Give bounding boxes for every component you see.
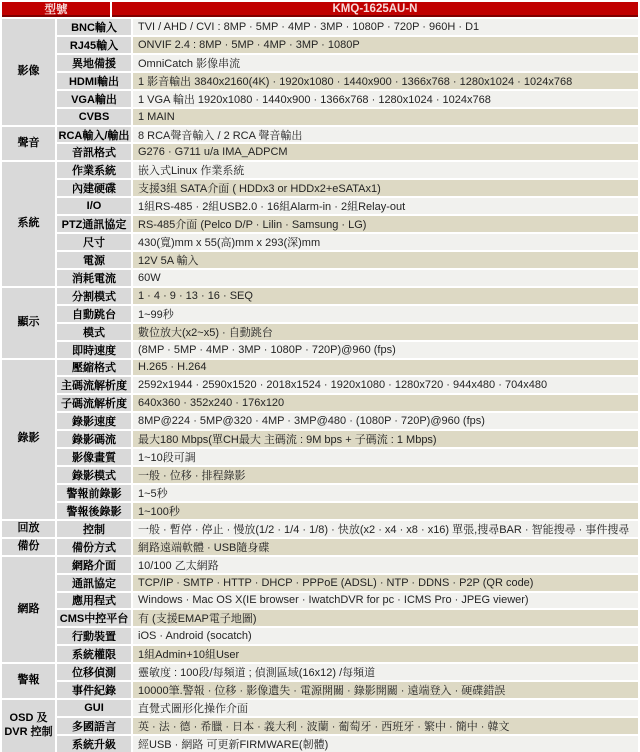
spec-label: VGA輸出 bbox=[57, 91, 131, 107]
spec-value: 支援3組 SATA介面 ( HDDx3 or HDDx2+eSATAx1) bbox=[133, 180, 638, 196]
spec-value: 一般 · 位移 · 排程錄影 bbox=[133, 467, 638, 483]
spec-label: I/O bbox=[57, 198, 131, 214]
spec-value: 1~5秒 bbox=[133, 485, 638, 501]
spec-value: 2592x1944 · 2590x1520 · 2018x1524 · 1920x1080 · 1280x720 · 944x480 · 704x480 bbox=[133, 377, 638, 393]
category-cell: 顯示 bbox=[2, 288, 55, 358]
category-cell: 系統 bbox=[2, 162, 55, 285]
spec-label: 警報後錄影 bbox=[57, 503, 131, 519]
spec-value: 1~100秒 bbox=[133, 503, 638, 519]
spec-label: HDMI輸出 bbox=[57, 73, 131, 89]
spec-label: CMS中控平台 bbox=[57, 610, 131, 626]
spec-value: 數位放大(x2~x5) · 自動跳台 bbox=[133, 324, 638, 340]
spec-value: 430(寬)mm x 55(高)mm x 293(深)mm bbox=[133, 234, 638, 250]
spec-label: 主碼流解析度 bbox=[57, 377, 131, 393]
spec-label: 行動裝置 bbox=[57, 628, 131, 644]
spec-value: RS-485介面 (Pelco D/P · Lilin · Samsung · LG) bbox=[133, 216, 638, 232]
category-cell: 回放 bbox=[2, 521, 55, 537]
category-cell: 影像 bbox=[2, 19, 55, 125]
spec-label: 事件紀錄 bbox=[57, 682, 131, 698]
spec-value: 1 影音輸出 3840x2160(4K) · 1920x1080 · 1440x900 · 1366x768 · 1280x1024 · 1024x768 bbox=[133, 73, 638, 89]
spec-label: 模式 bbox=[57, 324, 131, 340]
spec-label: 子碼流解析度 bbox=[57, 395, 131, 411]
spec-value: 1組RS-485 · 2組USB2.0 · 16組Alarm-in · 2組Relay-out bbox=[133, 198, 638, 214]
spec-label: 通訊協定 bbox=[57, 575, 131, 591]
spec-label: 系統權限 bbox=[57, 646, 131, 662]
spec-label: 影像畫質 bbox=[57, 449, 131, 465]
spec-value: 靈敏度 : 100段/每頻道 ; 偵測區域(16x12) /每頻道 bbox=[133, 664, 638, 680]
spec-value: 1 · 4 · 9 · 13 · 16 · SEQ bbox=[133, 288, 638, 304]
spec-value: H.265 · H.264 bbox=[133, 360, 638, 376]
spec-value: 1~99秒 bbox=[133, 306, 638, 322]
spec-label: 應用程式 bbox=[57, 593, 131, 609]
spec-label: 音訊格式 bbox=[57, 144, 131, 160]
spec-label: 備份方式 bbox=[57, 539, 131, 555]
spec-value: 直覺式圖形化操作介面 bbox=[133, 700, 638, 716]
spec-label: 電源 bbox=[57, 252, 131, 268]
table-header bbox=[2, 2, 638, 17]
spec-value: 10000筆.警報 · 位移 · 影像遺失 · 電源開關 · 錄影開關 · 遠端登入 · 硬碟錯誤 bbox=[133, 682, 638, 698]
spec-label: 即時速度 bbox=[57, 342, 131, 358]
model-value-cell: KMQ-1625AU-N bbox=[112, 2, 638, 17]
spec-value: 一般 · 暫停 · 停止 · 慢放(1/2 · 1/4 · 1/8) · 快放(x2 · x4 · x8 · x16) 單張,搜尋BAR · 智能搜尋 · 事件搜尋 bbox=[133, 521, 638, 537]
spec-label: GUI bbox=[57, 700, 131, 716]
spec-value: 1~10段可調 bbox=[133, 449, 638, 465]
spec-value: 1組Admin+10組User bbox=[133, 646, 638, 662]
spec-label: 自動跳台 bbox=[57, 306, 131, 322]
spec-value: 10/100 乙太網路 bbox=[133, 557, 638, 573]
spec-value: 640x360 · 352x240 · 176x120 bbox=[133, 395, 638, 411]
spec-label: 多國語言 bbox=[57, 718, 131, 734]
spec-label: 系統升級 bbox=[57, 736, 131, 752]
spec-value: OmniCatch 影像串流 bbox=[133, 55, 638, 71]
spec-label: 作業系統 bbox=[57, 162, 131, 178]
spec-value: 60W bbox=[133, 270, 638, 286]
spec-label: 錄影速度 bbox=[57, 413, 131, 429]
spec-value: 網路遠端軟體 · USB隨身碟 bbox=[133, 539, 638, 555]
spec-value: 1 VGA 輸出 1920x1080 · 1440x900 · 1366x768 · 1280x1024 · 1024x768 bbox=[133, 91, 638, 107]
category-cell: 錄影 bbox=[2, 360, 55, 519]
spec-label: 錄影碼流 bbox=[57, 431, 131, 447]
spec-value: 最大180 Mbps(單CH最大 主碼流 : 9M bps + 子碼流 : 1 Mbps) bbox=[133, 431, 638, 447]
spec-label: 異地備援 bbox=[57, 55, 131, 71]
spec-value: 嵌入式Linux 作業系統 bbox=[133, 162, 638, 178]
spec-label: 尺寸 bbox=[57, 234, 131, 250]
spec-label: 警報前錄影 bbox=[57, 485, 131, 501]
spec-label: 消耗電流 bbox=[57, 270, 131, 286]
spec-label: 內建硬碟 bbox=[57, 180, 131, 196]
spec-label: RCA輸入/輸出 bbox=[57, 127, 131, 143]
spec-value: TVI / AHD / CVI : 8MP · 5MP · 4MP · 3MP · 1080P · 720P · 960H · D1 bbox=[133, 19, 638, 35]
spec-value: 8MP@224 · 5MP@320 · 4MP · 3MP@480 · (1080P · 720P)@960 (fps) bbox=[133, 413, 638, 429]
spec-label: 網路介面 bbox=[57, 557, 131, 573]
spec-value: 12V 5A 輸入 bbox=[133, 252, 638, 268]
spec-value: 1 MAIN bbox=[133, 109, 638, 125]
category-cell: 聲音 bbox=[2, 127, 55, 161]
spec-value: iOS · Android (socatch) bbox=[133, 628, 638, 644]
category-cell: OSD 及 DVR 控制 bbox=[2, 700, 55, 752]
spec-label: 壓縮格式 bbox=[57, 360, 131, 376]
spec-label: CVBS bbox=[57, 109, 131, 125]
spec-value: G276 · G711 u/a IMA_ADPCM bbox=[133, 144, 638, 160]
spec-value: TCP/IP · SMTP · HTTP · DHCP · PPPoE (ADSL) · NTP · DDNS · P2P (QR code) bbox=[133, 575, 638, 591]
spec-value: 英 · 法 · 德 · 希臘 · 日本 · 義大利 · 波蘭 · 葡萄牙 · 西班牙 · 繁中 · 簡中 · 韓文 bbox=[133, 718, 638, 734]
spec-label: RJ45輸入 bbox=[57, 37, 131, 53]
spec-value: 有 (支援EMAP電子地圖) bbox=[133, 610, 638, 626]
category-cell: 警報 bbox=[2, 664, 55, 698]
spec-value: 經USB · 網路 可更新FIRMWARE(韌體) bbox=[133, 736, 638, 752]
spec-label: 分割模式 bbox=[57, 288, 131, 304]
spec-value: (8MP · 5MP · 4MP · 3MP · 1080P · 720P)@960 (fps) bbox=[133, 342, 638, 358]
spec-value: ONVIF 2.4 : 8MP · 5MP · 4MP · 3MP · 1080P bbox=[133, 37, 638, 53]
spec-value: Windows · Mac OS X(IE browser · IwatchDVR for pc · ICMS Pro · JPEG viewer) bbox=[133, 593, 638, 609]
category-cell: 網路 bbox=[2, 557, 55, 663]
spec-label: 控制 bbox=[57, 521, 131, 537]
spec-value: 8 RCA聲音輸入 / 2 RCA 聲音輸出 bbox=[133, 127, 638, 143]
spec-label: 錄影模式 bbox=[57, 467, 131, 483]
spec-label: PTZ通訊協定 bbox=[57, 216, 131, 232]
model-label-cell: 型號 bbox=[2, 2, 110, 17]
spec-table-body bbox=[2, 19, 638, 752]
category-cell: 備份 bbox=[2, 539, 55, 555]
spec-label: BNC輸入 bbox=[57, 19, 131, 35]
spec-label: 位移偵測 bbox=[57, 664, 131, 680]
